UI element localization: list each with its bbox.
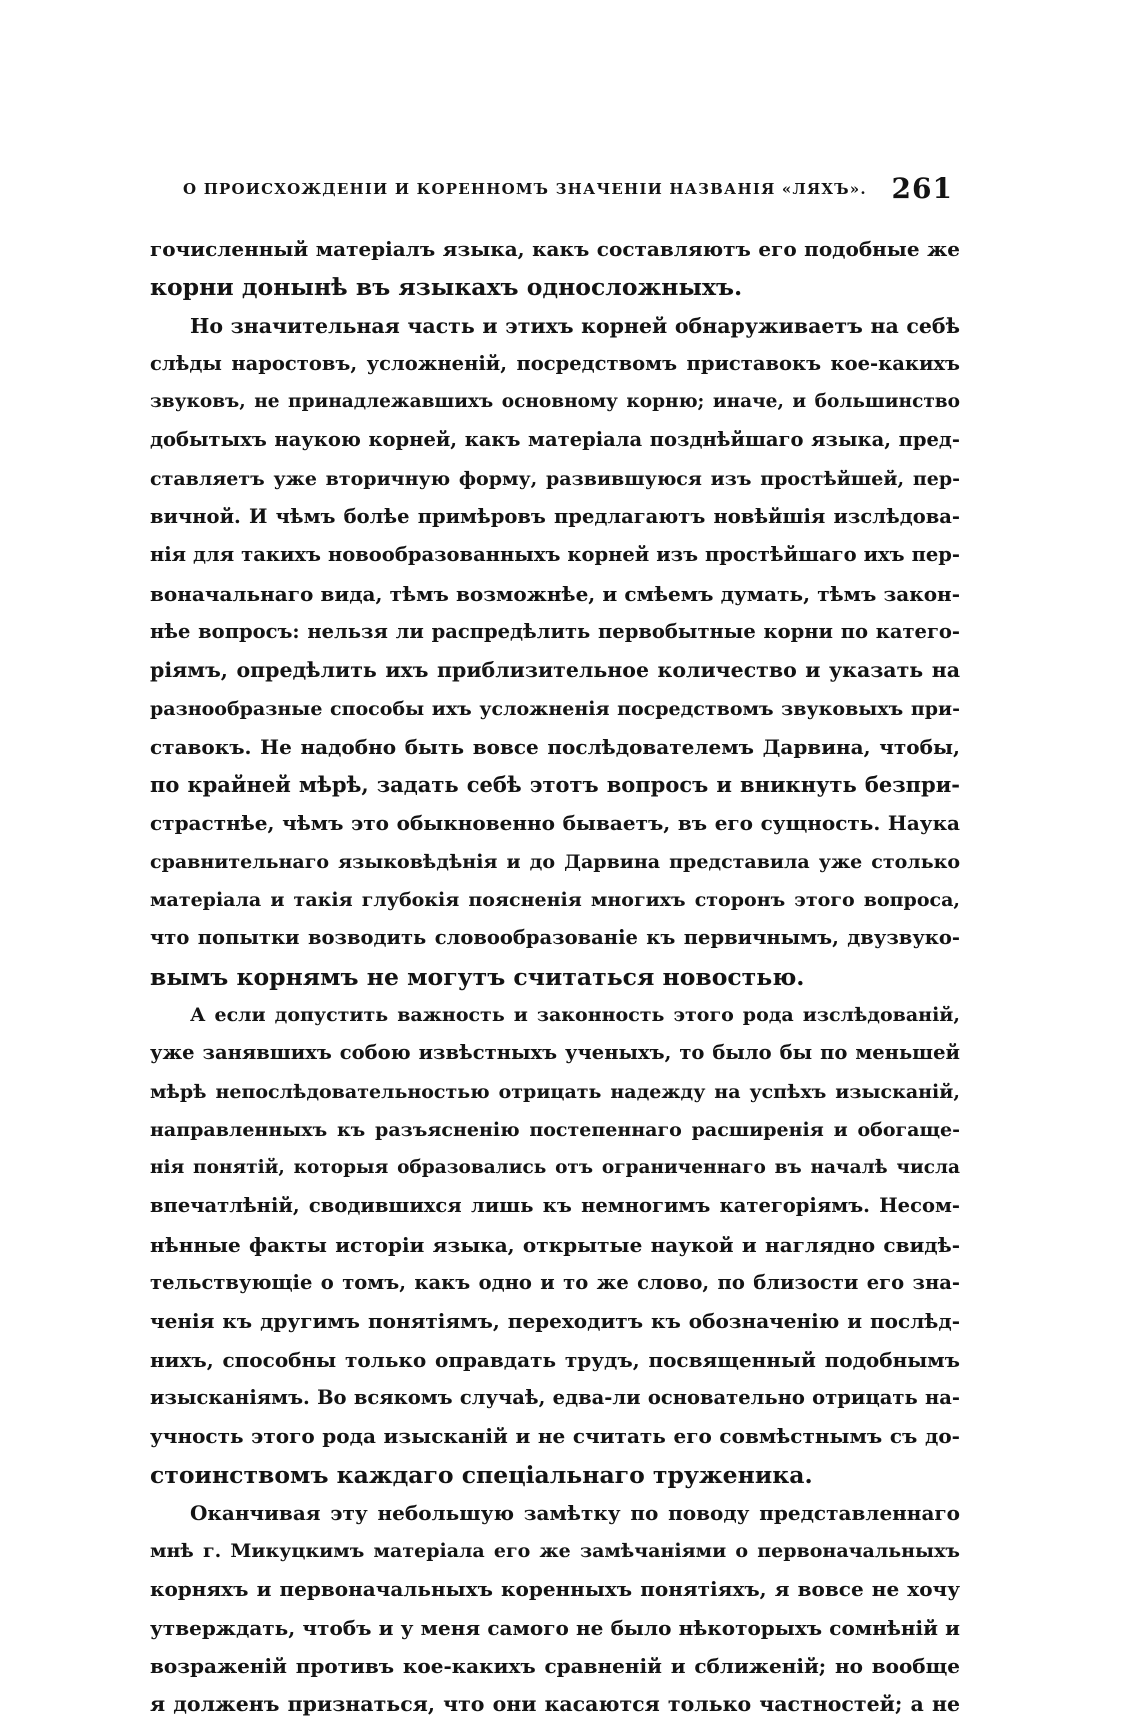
text-line: ставляетъ уже вторичную форму, развившуюся изъ простѣйшей, пер- (150, 467, 960, 490)
text-line: матеріала и такія глубокія поясненія многихъ сторонъ этого вопроса, (150, 889, 960, 912)
text-line: А если допустить важность и законность этого рода изслѣдованій, (190, 1003, 960, 1026)
text-line: звуковъ, не принадлежавшихъ основному корню; иначе, и большинство (150, 391, 960, 413)
body-text (150, 230, 960, 1724)
text-line: ставокъ. Не надобно быть вовсе послѣдователемъ Дарвина, чтобы, (150, 734, 960, 759)
text-line: корни донынѣ въ языкахъ односложныхъ. (150, 273, 743, 302)
text-line: нихъ, способны только оправдать трудъ, посвященный подобнымъ (150, 1347, 960, 1372)
text-line: утверждать, чтобъ и у меня самого не было нѣкоторыхъ сомнѣній и (150, 1615, 960, 1640)
text-line: впечатлѣній, сводившихся лишь къ немногимъ категоріямъ. Несом- (150, 1194, 960, 1218)
text-line: стоинствомъ каждаго спеціальнаго труженика. (150, 1460, 813, 1489)
text-line: нія для такихъ новообразованныхъ корней изъ простѣйшаго ихъ пер- (150, 543, 960, 567)
text-line: ченія къ другимъ понятіямъ, переходитъ къ обозначенію и послѣд- (150, 1309, 960, 1334)
text-line: нѣе вопросъ: нельзя ли распредѣлить первобытные корни по катего- (150, 619, 960, 643)
text-line: мнѣ г. Микуцкимъ матеріала его же замѣчаніями о первоначальныхъ (150, 1540, 960, 1563)
text-line: нія понятій, которыя образовались отъ ограниченнаго въ началѣ числа (150, 1157, 960, 1179)
text-line: вичной. И чѣмъ болѣе примѣровъ предлагаютъ новѣйшія изслѣдова- (150, 505, 960, 529)
text-line: гочисленный матеріалъ языка, какъ составляютъ его подобные же (150, 237, 960, 261)
text-line: по крайней мѣрѣ, задать себѣ этотъ вопросъ и вникнуть безпри- (150, 772, 960, 798)
text-line: вымъ корнямъ не могутъ считаться новостью. (150, 962, 805, 991)
text-line: что попытки возводить словообразованіе къ первичнымъ, двузвуко- (150, 926, 960, 950)
text-line: тельствующіе о томъ, какъ одно и то же слово, по близости его зна- (150, 1271, 960, 1295)
page-number: 261 (891, 172, 953, 205)
text-line: уже занявшихъ собою извѣстныхъ ученыхъ, то было бы по меньшей (150, 1041, 960, 1065)
text-line: я долженъ признаться, что они касаются только частностей; а не (150, 1692, 960, 1717)
text-line: Но значительная часть и этихъ корней обнаруживаетъ на себѣ (190, 313, 960, 338)
text-line: направленныхъ къ разъясненію постепеннаго расширенія и обогаще- (150, 1118, 960, 1141)
text-line: страстнѣе, чѣмъ это обыкновенно бываетъ, въ его сущность. Наука (150, 811, 960, 836)
text-line: разнообразные способы ихъ усложненія посредствомъ звуковыхъ при- (150, 697, 960, 720)
text-line: возраженій противъ кое-какихъ сравненій и сближеній; но вообще (150, 1653, 960, 1678)
text-line: сравнительнаго языковѣдѣнія и до Дарвина представила уже столько (150, 850, 960, 873)
text-line: нѣнные факты исторіи языка, открытые наукой и наглядно свидѣ- (150, 1232, 960, 1257)
text-line: Оканчивая эту небольшую замѣтку по поводу представленнаго (190, 1500, 960, 1525)
text-line: добытыхъ наукою корней, какъ матеріала позднѣйшаго языка, пред- (150, 428, 960, 452)
text-line: ріямъ, опредѣлить ихъ приблизительное количество и указать на (150, 658, 960, 683)
running-head (183, 172, 953, 212)
text-line: учность этого рода изысканій и не считать его совмѣстнымъ съ до- (150, 1424, 960, 1449)
text-line: слѣды наростовъ, усложненій, посредствомъ приставокъ кое-какихъ (150, 351, 960, 375)
text-line: мѣрѣ непослѣдовательностью отрицать надежду на успѣхъ изысканій, (150, 1080, 960, 1103)
text-line: корняхъ и первоначальныхъ коренныхъ понятіяхъ, я вовсе не хочу (150, 1577, 960, 1602)
text-line: изысканіямъ. Во всякомъ случаѣ, едва-ли основательно отрицать на- (150, 1385, 960, 1409)
text-line: воначальнаго вида, тѣмъ возможнѣе, и смѣемъ думать, тѣмъ закон- (150, 581, 960, 606)
running-title: О ПРОИСХОЖДЕНІИ И КОРЕННОМЪ ЗНАЧЕНІИ НАЗВАНІЯ «ЛЯХЪ». (183, 180, 867, 198)
